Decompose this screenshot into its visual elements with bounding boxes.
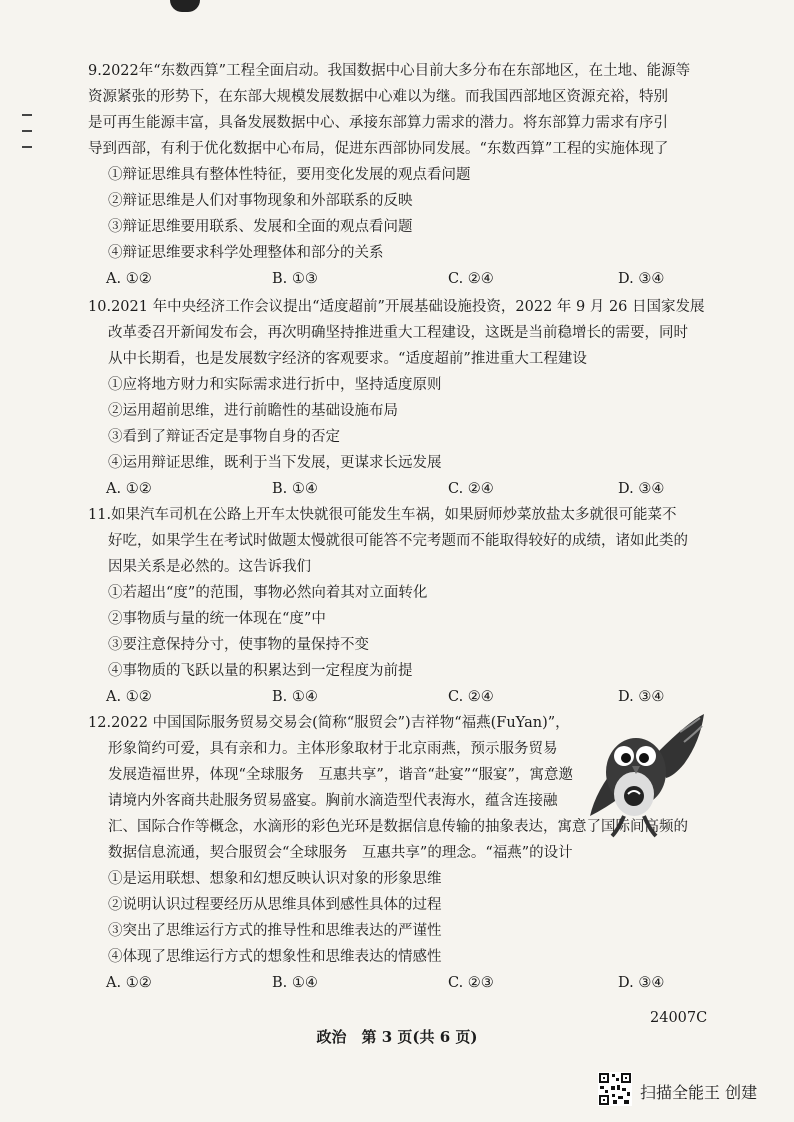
page-footer: 政治 第 3 页(共 6 页) <box>316 1028 478 1046</box>
q12-choice-a: A. ①② <box>106 975 152 991</box>
scanner-watermark-text: 扫描全能王 创建 <box>640 1083 758 1102</box>
q9-stem-line: 导到西部，有利于优化数据中心布局，促进东西部协同发展。“东数西算”工程的实施体现了 <box>88 141 669 157</box>
q12-stem-line: 形象简约可爱，具有亲和力。主体形象取材于北京雨燕，预示服务贸易 <box>108 741 558 757</box>
q10-option: ③看到了辩证否定是事物自身的否定 <box>108 429 340 445</box>
q10-stem-line: 从中长期看，也是发展数字经济的客观要求。“适度超前”推进重大工程建设 <box>108 351 587 367</box>
q12-stem-line: 2022 中国国际服务贸易交易会(简称“服贸会”)吉祥物“福燕(FuYan)”， <box>111 715 570 731</box>
q11-stem <box>88 502 706 528</box>
q9-choice-b: B. ①③ <box>272 271 318 287</box>
margin-marks <box>22 100 36 162</box>
q12-stem-line: 发展造福世界，体现“全球服务 互惠共享”，谐音“赴宴”“服宴”，寓意邀 <box>108 767 573 783</box>
q10-choices <box>88 476 706 502</box>
q11-number: 11. <box>88 507 112 523</box>
question-10 <box>88 294 706 502</box>
q10-choice-c: C. ②④ <box>448 481 494 497</box>
question-9 <box>88 58 706 292</box>
q10-stem-line: 2021 年中央经济工作会议提出“适度超前”开展基础设施投资，2022 年 9 月 26 日国家发展 <box>111 299 705 315</box>
q11-choice-d: D. ③④ <box>618 689 665 705</box>
q9-option: ①辩证思维具有整体性特征，要用变化发展的观点看问题 <box>108 167 471 183</box>
q9-option: ③辩证思维要用联系、发展和全面的观点看问题 <box>108 219 413 235</box>
q10-choice-b: B. ①④ <box>272 481 318 497</box>
question-11 <box>88 502 706 710</box>
q9-stem <box>88 58 706 84</box>
q9-option: ②辩证思维是人们对事物现象和外部联系的反映 <box>108 193 413 209</box>
q12-stem-line: 请境内外客商共赴服务贸易盛宴。胸前水滴造型代表海水，蕴含连接融 <box>108 793 558 809</box>
q10-number: 10. <box>88 299 112 315</box>
q11-option: ②事物质与量的统一体现在“度”中 <box>108 611 326 627</box>
q11-choices <box>88 684 706 710</box>
q9-choices <box>88 266 706 292</box>
q12-choice-c: C. ②③ <box>448 975 494 991</box>
q9-number: 9. <box>88 63 102 79</box>
q11-option: ③要注意保持分寸，使事物的量保持不变 <box>108 637 369 653</box>
q9-option: ④辩证思维要求科学处理整体和部分的关系 <box>108 245 384 261</box>
q9-stem-line: 是可再生能源丰富，具备发展数据中心、承接东部算力需求的潜力。将东部算力需求有序引 <box>88 115 668 131</box>
q12-stem-line: 汇、国际合作等概念，水滴形的彩色光环是数据信息传输的抽象表达，寓意了国际间高频的 <box>108 819 688 835</box>
q10-option: ④运用辩证思维，既利于当下发展，更谋求长远发展 <box>108 455 442 471</box>
q12-choices <box>88 970 706 996</box>
q12-option: ①是运用联想、想象和幻想反映认识对象的形象思维 <box>108 871 442 887</box>
q11-option: ④事物质的飞跃以量的积累达到一定程度为前提 <box>108 663 413 679</box>
scan-blot <box>170 0 200 12</box>
fuyan-mascot-illustration <box>588 712 708 840</box>
q10-stem-line: 改革委召开新闻发布会，再次明确坚持推进重大工程建设，这既是当前稳增长的需要，同时 <box>108 325 688 341</box>
q11-choice-a: A. ①② <box>106 689 152 705</box>
q10-choice-d: D. ③④ <box>618 481 665 497</box>
q10-choice-a: A. ①② <box>106 481 152 497</box>
q11-stem-line: 因果关系是必然的。这告诉我们 <box>108 559 311 575</box>
q9-choice-a: A. ①② <box>106 271 152 287</box>
q12-choice-d: D. ③④ <box>618 975 665 991</box>
q12-option: ④体现了思维运行方式的想象性和思维表达的情感性 <box>108 949 442 965</box>
q12-option: ②说明认识过程要经历从思维具体到感性具体的过程 <box>108 897 442 913</box>
q12-option: ③突出了思维运行方式的推导性和思维表达的严谨性 <box>108 923 442 939</box>
q12-number: 12. <box>88 715 112 731</box>
paper-code: 24007C <box>650 1010 708 1026</box>
q9-stem-line: 资源紧张的形势下，在东部大规模发展数据中心难以为继。而我国西部地区资源充裕，特别 <box>88 89 668 105</box>
q10-option: ②运用超前思维，进行前瞻性的基础设施布局 <box>108 403 398 419</box>
q9-choice-d: D. ③④ <box>618 271 665 287</box>
q9-choice-c: C. ②④ <box>448 271 494 287</box>
q11-choice-b: B. ①④ <box>272 689 318 705</box>
q11-option: ①若超出“度”的范围，事物必然向着其对立面转化 <box>108 585 428 601</box>
q10-option: ①应将地方财力和实际需求进行折中，坚持适度原则 <box>108 377 442 393</box>
q10-stem <box>88 294 706 320</box>
q11-stem-line: 如果汽车司机在公路上开车太快就很可能发生车祸，如果厨师炒菜放盐太多就很可能菜不 <box>111 507 677 523</box>
q12-stem-line: 数据信息流通，契合服贸会“全球服务 互惠共享”的理念。“福燕”的设计 <box>108 845 573 861</box>
qr-code-icon <box>598 1072 632 1106</box>
q11-stem-line: 好吃，如果学生在考试时做题太慢就很可能答不完考题而不能取得较好的成绩，诸如此类的 <box>108 533 688 549</box>
q12-choice-b: B. ①④ <box>272 975 318 991</box>
q9-stem-line: 2022年“东数西算”工程全面启动。我国数据中心目前大多分布在东部地区，在土地、能源等 <box>101 63 691 79</box>
q11-choice-c: C. ②④ <box>448 689 494 705</box>
